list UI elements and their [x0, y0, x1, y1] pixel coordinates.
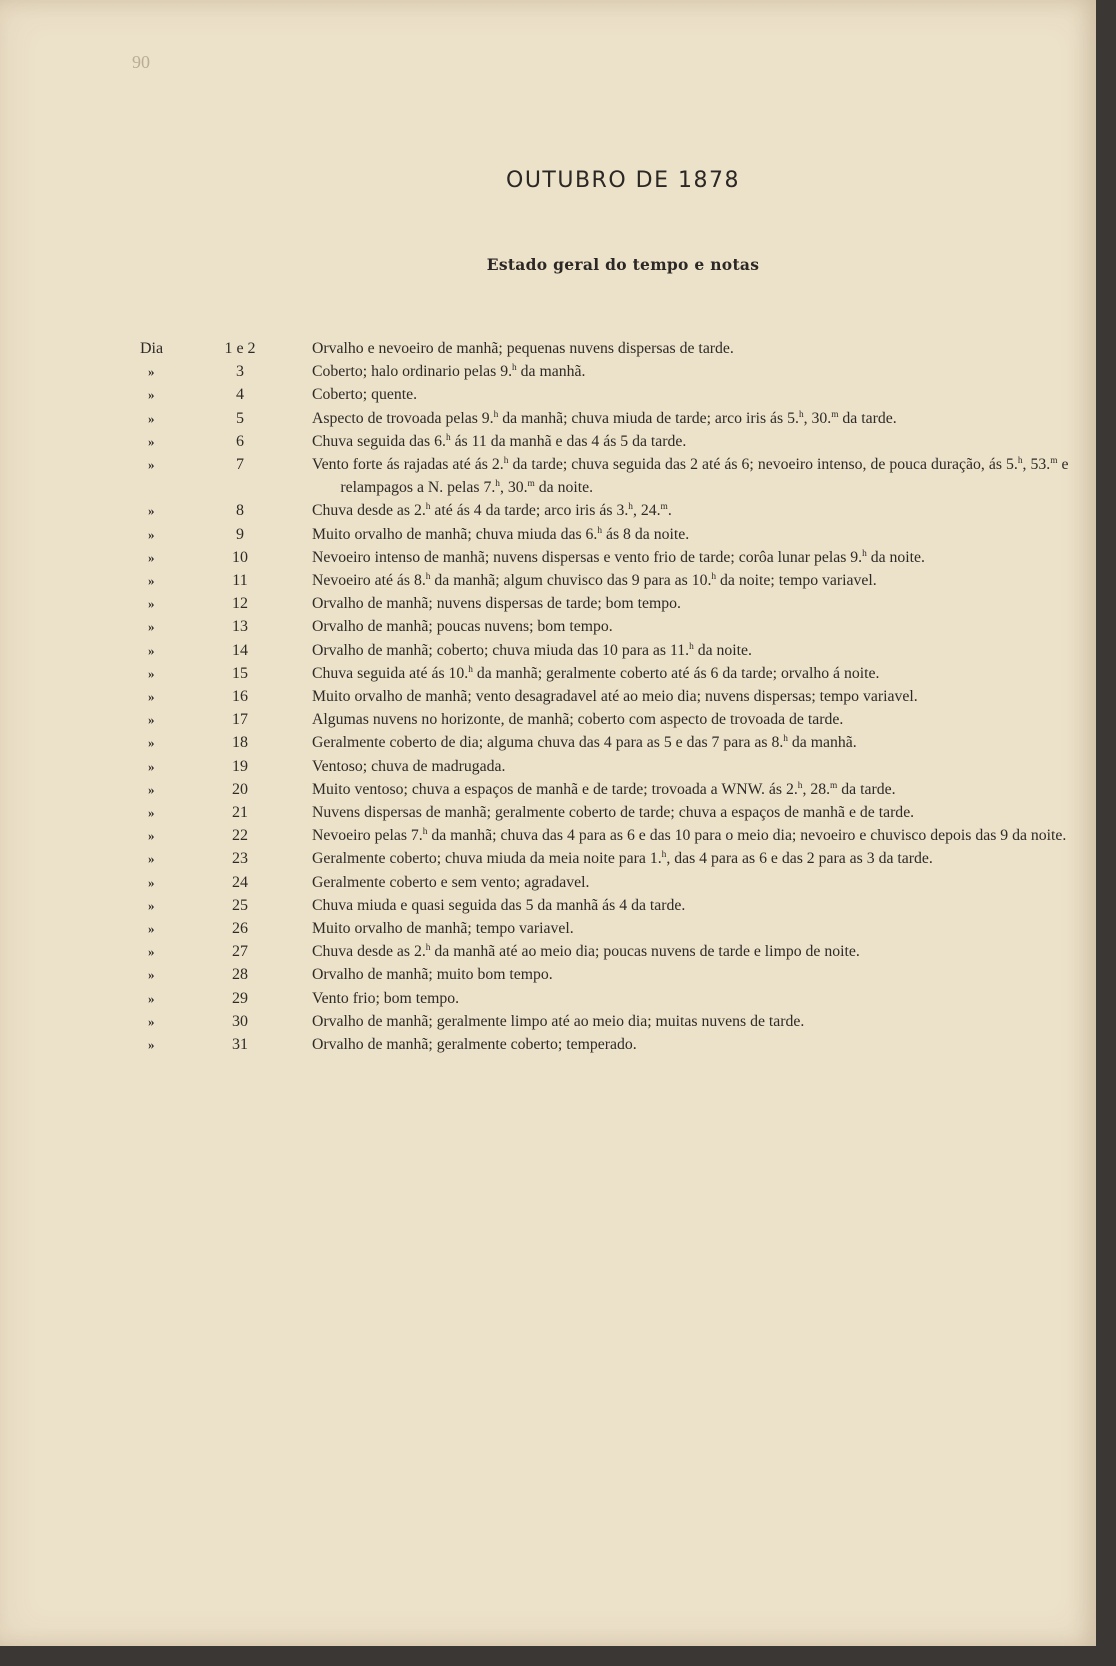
weather-note: Algumas nuvens no horizonte, de manhã; coberto com aspecto de trovoada de tarde. [312, 711, 844, 729]
day-number: 27 [232, 943, 248, 961]
day-row [140, 523, 1080, 546]
day-row [140, 801, 1080, 824]
day-number: 10 [232, 548, 248, 566]
day-row [140, 592, 1080, 615]
ditto-mark: » [148, 573, 155, 589]
day-number: 7 [236, 456, 244, 474]
ditto-mark: » [148, 897, 155, 913]
day-number: 5 [236, 409, 244, 427]
weather-notes-list [140, 337, 1080, 1056]
page-title: OUTUBRO DE 1878 [506, 168, 740, 193]
ditto-mark: » [148, 689, 155, 705]
day-number: 30 [232, 1012, 248, 1030]
column-label-dia: Dia [140, 340, 164, 357]
day-number: 20 [232, 780, 248, 798]
day-row [140, 755, 1080, 778]
weather-note: Vento frio; bom tempo. [312, 989, 460, 1007]
day-row [140, 360, 1080, 383]
ditto-mark: » [148, 596, 155, 612]
ditto-mark: » [148, 364, 155, 380]
day-number: 26 [232, 920, 248, 938]
ditto-mark: » [148, 805, 155, 821]
day-row [140, 987, 1080, 1010]
day-number: 14 [232, 641, 248, 659]
weather-note: Orvalho de manhã; nuvens dispersas de tarde; bom tempo. [312, 595, 681, 613]
day-row [140, 940, 1080, 963]
day-row [140, 662, 1080, 685]
ditto-mark: » [148, 1037, 155, 1053]
ditto-mark: » [148, 828, 155, 844]
weather-note: Nuvens dispersas de manhã; geralmente coberto de tarde; chuva a espaços de manhã e de tarde. [312, 804, 915, 822]
ditto-mark: » [148, 781, 155, 797]
weather-note: Chuva desde as 2.$^h$ até ás 4 da tarde; arco iris ás 3.$^h$, 24.$^m$. [312, 502, 672, 520]
ditto-mark: » [148, 457, 155, 473]
day-row [140, 731, 1080, 754]
day-row [140, 708, 1080, 731]
weather-note: Nevoeiro até ás 8.$^h$ da manhã; algum chuvisco das 9 para as 10.$^h$ da noite; tempo variavel. [312, 572, 877, 590]
day-number: 23 [232, 850, 248, 868]
day-number: 1 e 2 [224, 340, 256, 357]
weather-note: Vento forte ás rajadas até ás 2.$^h$ da tarde; chuva seguida das 2 até ás 6; nevoeiro intenso, de pouca duração, ás 5.$^h$, 53.$^m$ e relampagos a N. pelas 7.$^h$, 30.$^m$ da noite. [312, 456, 1069, 497]
day-number: 8 [236, 502, 244, 520]
day-number: 28 [232, 966, 248, 984]
day-row [140, 894, 1080, 917]
weather-note: Orvalho e nevoeiro de manhã; pequenas nuvens dispersas de tarde. [312, 340, 734, 357]
day-number: 15 [232, 664, 248, 682]
weather-note: Nevoeiro pelas 7.$^h$ da manhã; chuva das 4 para as 6 e das 10 para o meio dia; nevoeiro e chuvisco depois das 9 da noite. [312, 827, 1067, 845]
day-number: 17 [232, 711, 248, 729]
day-row [140, 453, 1080, 499]
day-number: 31 [232, 1036, 248, 1054]
ditto-mark: » [148, 990, 155, 1006]
day-row [140, 639, 1080, 662]
day-number: 24 [232, 873, 248, 891]
day-number: 25 [232, 896, 248, 914]
ditto-mark: » [148, 758, 155, 774]
weather-note: Geralmente coberto de dia; alguma chuva das 4 para as 5 e das 7 para as 8.$^h$ da manhã. [312, 734, 857, 752]
weather-note: Muito orvalho de manhã; vento desagradavel até ao meio dia; nuvens dispersas; tempo variavel. [312, 688, 918, 706]
weather-note: Orvalho de manhã; coberto; chuva miuda das 10 para as 11.$^h$ da noite. [312, 641, 752, 659]
day-number: 29 [232, 989, 248, 1007]
weather-note: Coberto; quente. [312, 386, 418, 404]
day-row [140, 407, 1080, 430]
day-row [140, 847, 1080, 870]
ditto-mark: » [148, 967, 155, 983]
day-row [140, 871, 1080, 894]
day-row [140, 685, 1080, 708]
ditto-mark: » [148, 1013, 155, 1029]
day-row [140, 383, 1080, 406]
weather-note: Muito orvalho de manhã; tempo variavel. [312, 920, 574, 938]
day-row [140, 778, 1080, 801]
day-number: 18 [232, 734, 248, 752]
ditto-mark: » [148, 387, 155, 403]
ditto-mark: » [148, 410, 155, 426]
day-row [140, 963, 1080, 986]
ditto-mark: » [148, 549, 155, 565]
weather-note: Chuva miuda e quasi seguida das 5 da manhã ás 4 da tarde. [312, 896, 686, 914]
day-row [140, 615, 1080, 638]
weather-note: Muito orvalho de manhã; chuva miuda das 6.$^h$ ás 8 da noite. [312, 525, 690, 543]
day-number: 9 [236, 525, 244, 543]
weather-note: Chuva seguida até ás 10.$^h$ da manhã; geralmente coberto até ás 6 da tarde; orvalho á noite. [312, 664, 880, 682]
day-number: 11 [232, 572, 248, 590]
day-row [140, 1010, 1080, 1033]
ditto-mark: » [148, 851, 155, 867]
weather-note: Geralmente coberto; chuva miuda da meia noite para 1.$^h$, das 4 para as 6 e das 2 para as 3 da tarde. [312, 850, 933, 868]
day-number: 21 [232, 804, 248, 822]
ditto-mark: » [148, 712, 155, 728]
weather-note: Muito ventoso; chuva a espaços de manhã e de tarde; trovoada a WNW. ás 2.$^h$, 28.$^m$ da tarde. [312, 780, 896, 798]
ditto-mark: » [148, 921, 155, 937]
ditto-mark: » [148, 665, 155, 681]
ditto-mark: » [148, 619, 155, 635]
day-row [140, 824, 1080, 847]
day-number: 3 [236, 363, 244, 381]
weather-note: Orvalho de manhã; geralmente limpo até ao meio dia; muitas nuvens de tarde. [312, 1012, 805, 1030]
weather-note: Chuva seguida das 6.$^h$ ás 11 da manhã e das 4 ás 5 da tarde. [312, 432, 687, 450]
ditto-mark: » [148, 874, 155, 890]
day-number: 19 [232, 757, 248, 775]
day-number: 6 [236, 432, 244, 450]
ditto-mark: » [148, 526, 155, 542]
ditto-mark: » [148, 433, 155, 449]
day-number: 16 [232, 688, 248, 706]
weather-note: Orvalho de manhã; muito bom tempo. [312, 966, 553, 984]
day-row [140, 337, 1080, 360]
weather-note: Geralmente coberto e sem vento; agradavel. [312, 873, 590, 891]
day-row [140, 546, 1080, 569]
day-row [140, 499, 1080, 522]
ditto-mark: » [148, 735, 155, 751]
weather-note: Nevoeiro intenso de manhã; nuvens dispersas e vento frio de tarde; corôa lunar pelas 9.$^h$ da noite. [312, 548, 925, 566]
weather-note: Aspecto de trovoada pelas 9.$^h$ da manhã; chuva miuda de tarde; arco iris ás 5.$^h$, 30.$^m$ da tarde. [312, 409, 897, 427]
weather-note: Chuva desde as 2.$^h$ da manhã até ao meio dia; poucas nuvens de tarde e limpo de noite. [312, 943, 860, 961]
section-subtitle: Estado geral do tempo e notas [486, 255, 760, 274]
day-number: 22 [232, 827, 248, 845]
weather-note: Coberto; halo ordinario pelas 9.$^h$ da manhã. [312, 363, 586, 381]
weather-note: Orvalho de manhã; geralmente coberto; temperado. [312, 1036, 637, 1054]
page-number: 90 [132, 52, 150, 72]
day-number: 12 [232, 595, 248, 613]
weather-note: Orvalho de manhã; poucas nuvens; bom tempo. [312, 618, 613, 636]
ditto-mark: » [148, 503, 155, 519]
weather-note: Ventoso; chuva de madrugada. [312, 757, 506, 775]
day-row [140, 1033, 1080, 1056]
day-number: 4 [236, 386, 244, 404]
ditto-mark: » [148, 944, 155, 960]
ditto-mark: » [148, 642, 155, 658]
day-row [140, 430, 1080, 453]
day-row [140, 917, 1080, 940]
day-number: 13 [232, 618, 248, 636]
day-row [140, 569, 1080, 592]
